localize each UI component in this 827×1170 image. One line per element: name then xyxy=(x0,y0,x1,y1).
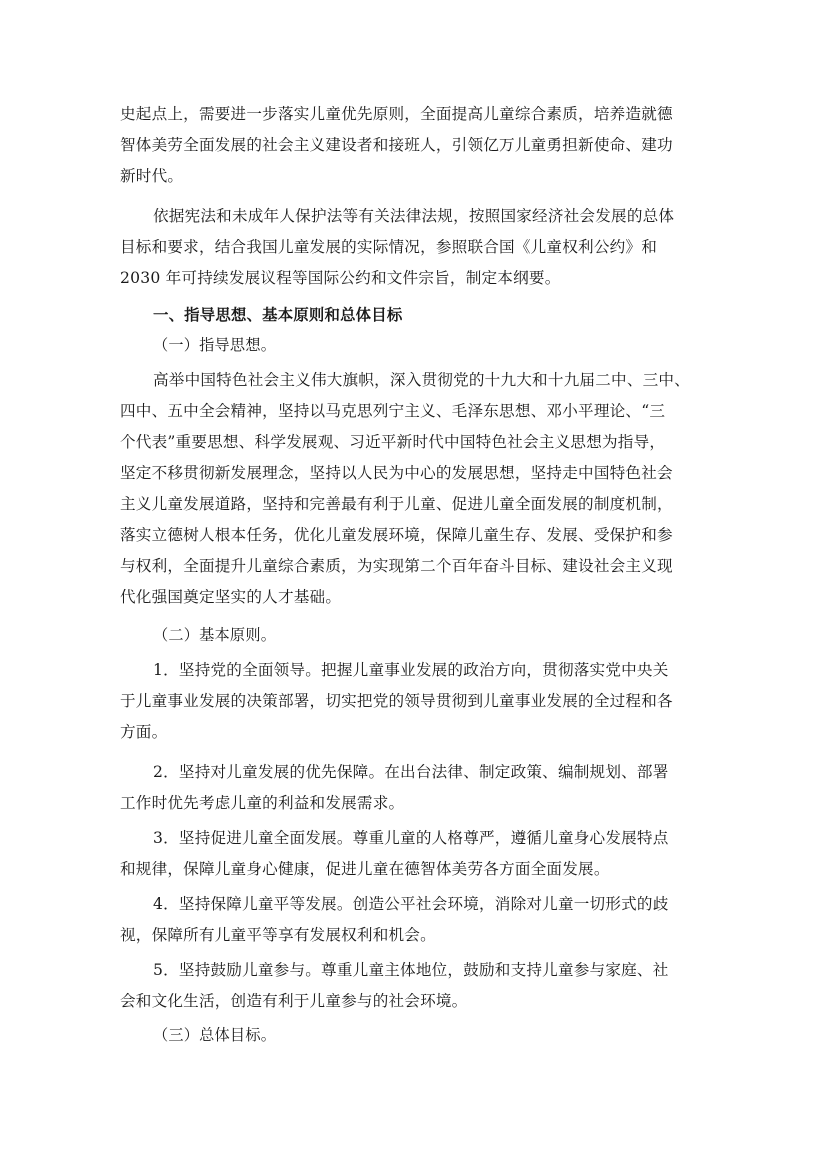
body-line: 目标和要求，结合我国儿童发展的实际情况，参照联合国《儿童权利公约》和 xyxy=(120,238,657,256)
body-line: 智体美劳全面发展的社会主义建设者和接班人，引领亿万儿童勇担新使命、建功 xyxy=(120,136,673,154)
body-line: 3．坚持促进儿童全面发展。尊重儿童的人格尊严，遵循儿童身心发展特点 xyxy=(153,829,669,847)
body-line: 四中、五中全会精神，坚持以马克思列宁主义、毛泽东思想、邓小平理论、“三 xyxy=(120,402,666,420)
body-line: 视，保障所有儿童平等享有发展权利和机会。 xyxy=(120,926,436,944)
body-line: 1．坚持党的全面领导。把握儿童事业发展的政治方向，贯彻落实党中央关 xyxy=(153,661,669,679)
body-line: 新时代。 xyxy=(120,167,184,185)
body-line: 与权利，全面提升儿童综合素质，为实现第二个百年奋斗目标、建设社会主义现 xyxy=(120,557,673,575)
body-line: 史起点上，需要进一步落实儿童优先原则，全面提高儿童综合素质，培养造就德 xyxy=(120,105,673,123)
body-line: 2．坚持对儿童发展的优先保障。在出台法律、制定政策、编制规划、部署 xyxy=(153,763,669,781)
body-line: 依据宪法和未成年人保护法等有关法律法规，按照国家经济社会发展的总体 xyxy=(153,207,675,225)
section-heading: 一、指导思想、基本原则和总体目标 xyxy=(153,306,403,324)
body-line: 落实立德树人根本任务，优化儿童发展环境，保障儿童生存、发展、受保护和参 xyxy=(120,526,673,544)
subsection-heading: （二）基本原则。 xyxy=(153,626,277,644)
subsection-heading: （一）指导思想。 xyxy=(153,336,277,354)
body-line: 方面。 xyxy=(120,723,168,741)
body-line: 2030 年可持续发展议程等国际公约和文件宗旨，制定本纲要。 xyxy=(120,269,561,287)
body-line: 和规律，保障儿童身心健康，促进儿童在德智体美劳各方面全面发展。 xyxy=(120,860,610,878)
body-line: 5．坚持鼓励儿童参与。尊重儿童主体地位，鼓励和支持儿童参与家庭、社 xyxy=(153,961,669,979)
body-line: 坚定不移贯彻新发展理念，坚持以人民为中心的发展思想，坚持走中国特色社会 xyxy=(120,464,673,482)
body-line: 高举中国特色社会主义伟大旗帜，深入贯彻党的十九大和十九届二中、三中、 xyxy=(153,371,690,389)
body-line: 会和文化生活，创造有利于儿童参与的社会环境。 xyxy=(120,992,468,1010)
body-line: 个代表”重要思想、科学发展观、习近平新时代中国特色社会主义思想为指导， xyxy=(120,433,666,451)
body-line: 主义儿童发展道路，坚持和完善最有利于儿童、促进儿童全面发展的制度机制， xyxy=(120,495,673,513)
body-line: 4．坚持保障儿童平等发展。创造公平社会环境，消除对儿童一切形式的歧 xyxy=(153,895,669,913)
subsection-heading: （三）总体目标。 xyxy=(153,1026,277,1044)
body-line: 代化强国奠定坚实的人才基础。 xyxy=(120,588,342,606)
body-line: 于儿童事业发展的决策部署，切实把党的领导贯彻到儿童事业发展的全过程和各 xyxy=(120,692,673,710)
body-line: 工作时优先考虑儿童的利益和发展需求。 xyxy=(120,794,405,812)
